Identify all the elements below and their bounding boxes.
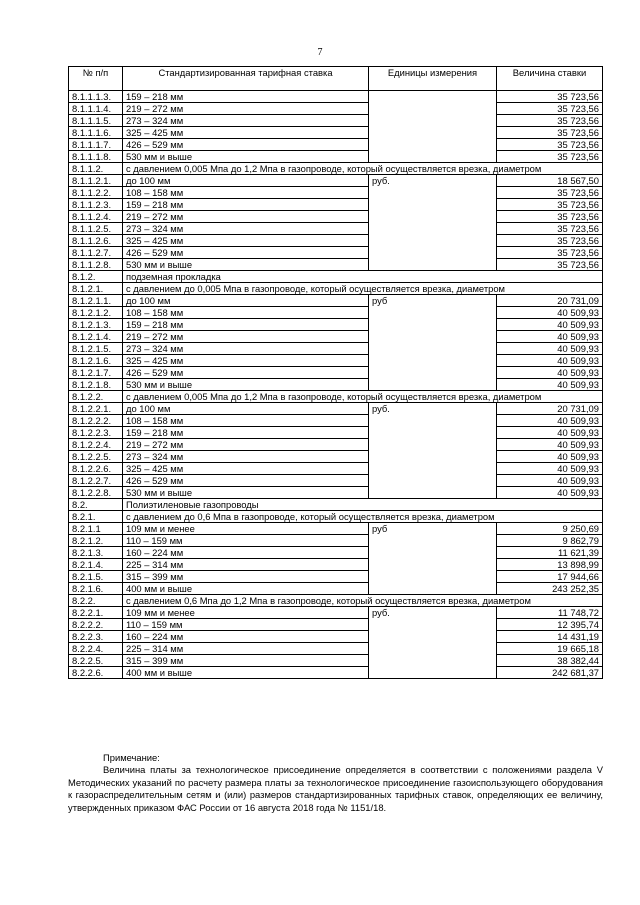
header-num: № п/п bbox=[69, 67, 123, 91]
row-description: 426 – 529 мм bbox=[123, 367, 369, 379]
row-number: 8.2. bbox=[69, 499, 123, 511]
row-description: 160 – 224 мм bbox=[123, 547, 369, 559]
table-row bbox=[69, 631, 603, 643]
section-title: Полиэтиленовые газопроводы bbox=[123, 499, 603, 511]
row-number: 8.1.2. bbox=[69, 271, 123, 283]
rate-value: 40 509,93 bbox=[497, 331, 603, 343]
table-row bbox=[69, 403, 603, 415]
row-description: 159 – 218 мм bbox=[123, 319, 369, 331]
rate-value: 13 898,99 bbox=[497, 559, 603, 571]
table-row bbox=[69, 139, 603, 151]
rate-value: 40 509,93 bbox=[497, 415, 603, 427]
table-row bbox=[69, 607, 603, 619]
row-description: 325 – 425 мм bbox=[123, 463, 369, 475]
row-description: 219 – 272 мм bbox=[123, 439, 369, 451]
row-number: 8.1.2.2. bbox=[69, 391, 123, 403]
row-description: 426 – 529 мм bbox=[123, 247, 369, 259]
header-value: Величина ставки bbox=[497, 67, 603, 91]
rate-value: 35 723,56 bbox=[497, 199, 603, 211]
row-number: 8.1.1.1.7. bbox=[69, 139, 123, 151]
row-description: 159 – 218 мм bbox=[123, 427, 369, 439]
section-title: с давлением 0,005 Мпа до 1,2 Мпа в газопроводе, который осуществляется врезка, диаметром bbox=[123, 391, 603, 403]
table-row bbox=[69, 619, 603, 631]
row-description: 273 – 324 мм bbox=[123, 115, 369, 127]
row-description: 325 – 425 мм bbox=[123, 127, 369, 139]
table-row bbox=[69, 535, 603, 547]
row-number: 8.1.1.1.6. bbox=[69, 127, 123, 139]
rate-value: 9 862,79 bbox=[497, 535, 603, 547]
rate-value: 40 509,93 bbox=[497, 475, 603, 487]
rate-value: 35 723,56 bbox=[497, 151, 603, 163]
rate-value: 40 509,93 bbox=[497, 487, 603, 499]
rate-value: 35 723,56 bbox=[497, 211, 603, 223]
unit-cell: руб bbox=[369, 295, 497, 391]
row-number: 8.1.2.2.7. bbox=[69, 475, 123, 487]
table-row bbox=[69, 451, 603, 463]
row-description: 159 – 218 мм bbox=[123, 199, 369, 211]
rate-value: 40 509,93 bbox=[497, 307, 603, 319]
table-row bbox=[69, 439, 603, 451]
row-number: 8.1.2.2.1. bbox=[69, 403, 123, 415]
table-row bbox=[69, 583, 603, 595]
rate-value: 11 621,39 bbox=[497, 547, 603, 559]
rate-value: 40 509,93 bbox=[497, 463, 603, 475]
unit-cell: руб. bbox=[369, 175, 497, 271]
row-description: 315 – 399 мм bbox=[123, 655, 369, 667]
table-row bbox=[69, 223, 603, 235]
row-number: 8.1.1.1.3. bbox=[69, 91, 123, 103]
row-description: 109 мм и менее bbox=[123, 607, 369, 619]
rate-value: 243 252,35 bbox=[497, 583, 603, 595]
row-description: 530 мм и выше bbox=[123, 151, 369, 163]
header-unit: Единицы измерения bbox=[369, 67, 497, 91]
table-row bbox=[69, 547, 603, 559]
table-row bbox=[69, 319, 603, 331]
row-number: 8.1.2.1. bbox=[69, 283, 123, 295]
table-row bbox=[69, 571, 603, 583]
row-description: 219 – 272 мм bbox=[123, 103, 369, 115]
table-row bbox=[69, 475, 603, 487]
table-row bbox=[69, 655, 603, 667]
row-description: 273 – 324 мм bbox=[123, 223, 369, 235]
rate-value: 40 509,93 bbox=[497, 451, 603, 463]
section-title: с давлением 0,005 Мпа до 1,2 Мпа в газопроводе, который осуществляется врезка, диаметром bbox=[123, 163, 603, 175]
section-title: с давлением до 0,005 Мпа в газопроводе, который осуществляется врезка, диаметром bbox=[123, 283, 603, 295]
row-description: 426 – 529 мм bbox=[123, 475, 369, 487]
rate-value: 35 723,56 bbox=[497, 115, 603, 127]
table-row bbox=[69, 643, 603, 655]
unit-cell bbox=[369, 91, 497, 163]
row-number: 8.1.2.2.6. bbox=[69, 463, 123, 475]
row-number: 8.1.1.2.3. bbox=[69, 199, 123, 211]
rate-value: 17 944,66 bbox=[497, 571, 603, 583]
row-number: 8.1.2.1.6. bbox=[69, 355, 123, 367]
table-row bbox=[69, 415, 603, 427]
table-row bbox=[69, 667, 603, 679]
table-row bbox=[69, 91, 603, 103]
row-description: 219 – 272 мм bbox=[123, 331, 369, 343]
row-number: 8.1.2.1.2. bbox=[69, 307, 123, 319]
row-number: 8.1.2.2.3. bbox=[69, 427, 123, 439]
rate-value: 9 250,69 bbox=[497, 523, 603, 535]
rate-value: 35 723,56 bbox=[497, 127, 603, 139]
rate-value: 35 723,56 bbox=[497, 103, 603, 115]
table-row bbox=[69, 295, 603, 307]
row-number: 8.1.1.2.4. bbox=[69, 211, 123, 223]
row-number: 8.1.2.2.2. bbox=[69, 415, 123, 427]
rate-value: 40 509,93 bbox=[497, 427, 603, 439]
row-description: до 100 мм bbox=[123, 175, 369, 187]
row-number: 8.1.1.2.7. bbox=[69, 247, 123, 259]
section-header-row bbox=[69, 271, 603, 283]
section-header-row bbox=[69, 163, 603, 175]
row-number: 8.2.1.3. bbox=[69, 547, 123, 559]
table-body bbox=[69, 91, 603, 679]
table-row bbox=[69, 103, 603, 115]
table-row bbox=[69, 427, 603, 439]
row-description: 110 – 159 мм bbox=[123, 535, 369, 547]
rate-value: 242 681,37 bbox=[497, 667, 603, 679]
rate-value: 40 509,93 bbox=[497, 355, 603, 367]
table-row bbox=[69, 523, 603, 535]
table-row bbox=[69, 187, 603, 199]
row-description: 530 мм и выше bbox=[123, 379, 369, 391]
table-row bbox=[69, 367, 603, 379]
row-number: 8.1.2.1.7. bbox=[69, 367, 123, 379]
row-number: 8.2.2.2. bbox=[69, 619, 123, 631]
section-header-row bbox=[69, 595, 603, 607]
row-number: 8.2.1.5. bbox=[69, 571, 123, 583]
row-number: 8.2.1.1 bbox=[69, 523, 123, 535]
row-number: 8.2.2.4. bbox=[69, 643, 123, 655]
row-description: 325 – 425 мм bbox=[123, 355, 369, 367]
row-number: 8.2.2.5. bbox=[69, 655, 123, 667]
row-description: 159 – 218 мм bbox=[123, 91, 369, 103]
row-description: 108 – 158 мм bbox=[123, 187, 369, 199]
table-row bbox=[69, 259, 603, 271]
rate-value: 40 509,93 bbox=[497, 439, 603, 451]
table-row bbox=[69, 199, 603, 211]
row-description: 315 – 399 мм bbox=[123, 571, 369, 583]
row-number: 8.2.1. bbox=[69, 511, 123, 523]
rate-value: 38 382,44 bbox=[497, 655, 603, 667]
unit-cell: руб. bbox=[369, 607, 497, 679]
table-row bbox=[69, 211, 603, 223]
rate-value: 35 723,56 bbox=[497, 223, 603, 235]
table-row bbox=[69, 331, 603, 343]
row-number: 8.1.2.2.8. bbox=[69, 487, 123, 499]
table-row bbox=[69, 379, 603, 391]
row-description: 108 – 158 мм bbox=[123, 307, 369, 319]
rate-value: 40 509,93 bbox=[497, 379, 603, 391]
row-description: 225 – 314 мм bbox=[123, 643, 369, 655]
table-row bbox=[69, 307, 603, 319]
row-description: 325 – 425 мм bbox=[123, 235, 369, 247]
page-number: 7 bbox=[317, 47, 323, 58]
row-number: 8.2.2.1. bbox=[69, 607, 123, 619]
row-description: 219 – 272 мм bbox=[123, 211, 369, 223]
row-number: 8.2.2.6. bbox=[69, 667, 123, 679]
row-number: 8.1.1.1.4. bbox=[69, 103, 123, 115]
rate-value: 19 665,18 bbox=[497, 643, 603, 655]
table-header-row bbox=[69, 67, 603, 91]
rate-value: 14 431,19 bbox=[497, 631, 603, 643]
table-row bbox=[69, 151, 603, 163]
row-number: 8.1.1.2.2. bbox=[69, 187, 123, 199]
rate-value: 11 748,72 bbox=[497, 607, 603, 619]
rate-value: 40 509,93 bbox=[497, 319, 603, 331]
row-description: 530 мм и выше bbox=[123, 487, 369, 499]
row-number: 8.1.1.1.8. bbox=[69, 151, 123, 163]
row-number: 8.1.1.2.5. bbox=[69, 223, 123, 235]
row-number: 8.1.2.1.1. bbox=[69, 295, 123, 307]
rate-value: 40 509,93 bbox=[497, 367, 603, 379]
row-description: 110 – 159 мм bbox=[123, 619, 369, 631]
table-row bbox=[69, 343, 603, 355]
row-number: 8.1.2.1.4. bbox=[69, 331, 123, 343]
rate-value: 35 723,56 bbox=[497, 187, 603, 199]
table-row bbox=[69, 235, 603, 247]
row-number: 8.1.2.1.3. bbox=[69, 319, 123, 331]
row-number: 8.1.1.2. bbox=[69, 163, 123, 175]
note-text: Величина платы за технологическое присоединение определяется в соответствии с положениями раздела V Методических указаний по расчету размера платы за технологическое присоединение газоиспользующего оборудования к газораспределительным сетям и (или) размеров стандартизированных тарифных ставок, определяющих ее величину, утвержденных приказом ФАС России от 16 августа 2018 года № 1151/18. bbox=[68, 764, 603, 813]
row-description: 160 – 224 мм bbox=[123, 631, 369, 643]
section-header-row bbox=[69, 391, 603, 403]
rate-value: 20 731,09 bbox=[497, 403, 603, 415]
row-number: 8.1.2.2.4. bbox=[69, 439, 123, 451]
rate-value: 40 509,93 bbox=[497, 343, 603, 355]
row-description: 426 – 529 мм bbox=[123, 139, 369, 151]
row-number: 8.1.1.2.6. bbox=[69, 235, 123, 247]
rate-value: 12 395,74 bbox=[497, 619, 603, 631]
rate-value: 18 567,50 bbox=[497, 175, 603, 187]
row-number: 8.2.1.4. bbox=[69, 559, 123, 571]
rate-value: 35 723,56 bbox=[497, 139, 603, 151]
row-number: 8.2.1.2. bbox=[69, 535, 123, 547]
section-header-row bbox=[69, 499, 603, 511]
section-title: с давлением 0,6 Мпа до 1,2 Мпа в газопроводе, который осуществляется врезка, диаметром bbox=[123, 595, 603, 607]
table-row bbox=[69, 175, 603, 187]
row-number: 8.1.1.2.8. bbox=[69, 259, 123, 271]
row-number: 8.2.2.3. bbox=[69, 631, 123, 643]
row-number: 8.1.1.1.5. bbox=[69, 115, 123, 127]
header-rate: Стандартизированная тарифная ставка bbox=[123, 67, 369, 91]
row-number: 8.1.1.2.1. bbox=[69, 175, 123, 187]
unit-cell: руб bbox=[369, 523, 497, 595]
rate-value: 35 723,56 bbox=[497, 235, 603, 247]
row-description: до 100 мм bbox=[123, 403, 369, 415]
table-row bbox=[69, 487, 603, 499]
row-number: 8.1.2.1.5. bbox=[69, 343, 123, 355]
table-row bbox=[69, 247, 603, 259]
row-number: 8.1.2.1.8. bbox=[69, 379, 123, 391]
rate-value: 35 723,56 bbox=[497, 259, 603, 271]
rate-value: 35 723,56 bbox=[497, 91, 603, 103]
row-description: 225 – 314 мм bbox=[123, 559, 369, 571]
rate-value: 20 731,09 bbox=[497, 295, 603, 307]
section-title: подземная прокладка bbox=[123, 271, 603, 283]
section-title: с давлением до 0,6 Мпа в газопроводе, который осуществляется врезка, диаметром bbox=[123, 511, 603, 523]
row-number: 8.1.2.2.5. bbox=[69, 451, 123, 463]
table-row bbox=[69, 355, 603, 367]
row-description: 530 мм и выше bbox=[123, 259, 369, 271]
table-row bbox=[69, 559, 603, 571]
row-description: до 100 мм bbox=[123, 295, 369, 307]
row-description: 109 мм и менее bbox=[123, 523, 369, 535]
note bbox=[68, 752, 603, 814]
row-description: 400 мм и выше bbox=[123, 583, 369, 595]
table-row bbox=[69, 115, 603, 127]
unit-cell: руб. bbox=[369, 403, 497, 499]
table-row bbox=[69, 463, 603, 475]
section-header-row bbox=[69, 283, 603, 295]
row-description: 273 – 324 мм bbox=[123, 451, 369, 463]
row-description: 400 мм и выше bbox=[123, 667, 369, 679]
note-title: Примечание: bbox=[103, 752, 160, 763]
rate-value: 35 723,56 bbox=[497, 247, 603, 259]
table-row bbox=[69, 127, 603, 139]
row-number: 8.2.2. bbox=[69, 595, 123, 607]
row-number: 8.2.1.6. bbox=[69, 583, 123, 595]
row-description: 108 – 158 мм bbox=[123, 415, 369, 427]
tariff-table bbox=[68, 66, 603, 679]
section-header-row bbox=[69, 511, 603, 523]
row-description: 273 – 324 мм bbox=[123, 343, 369, 355]
